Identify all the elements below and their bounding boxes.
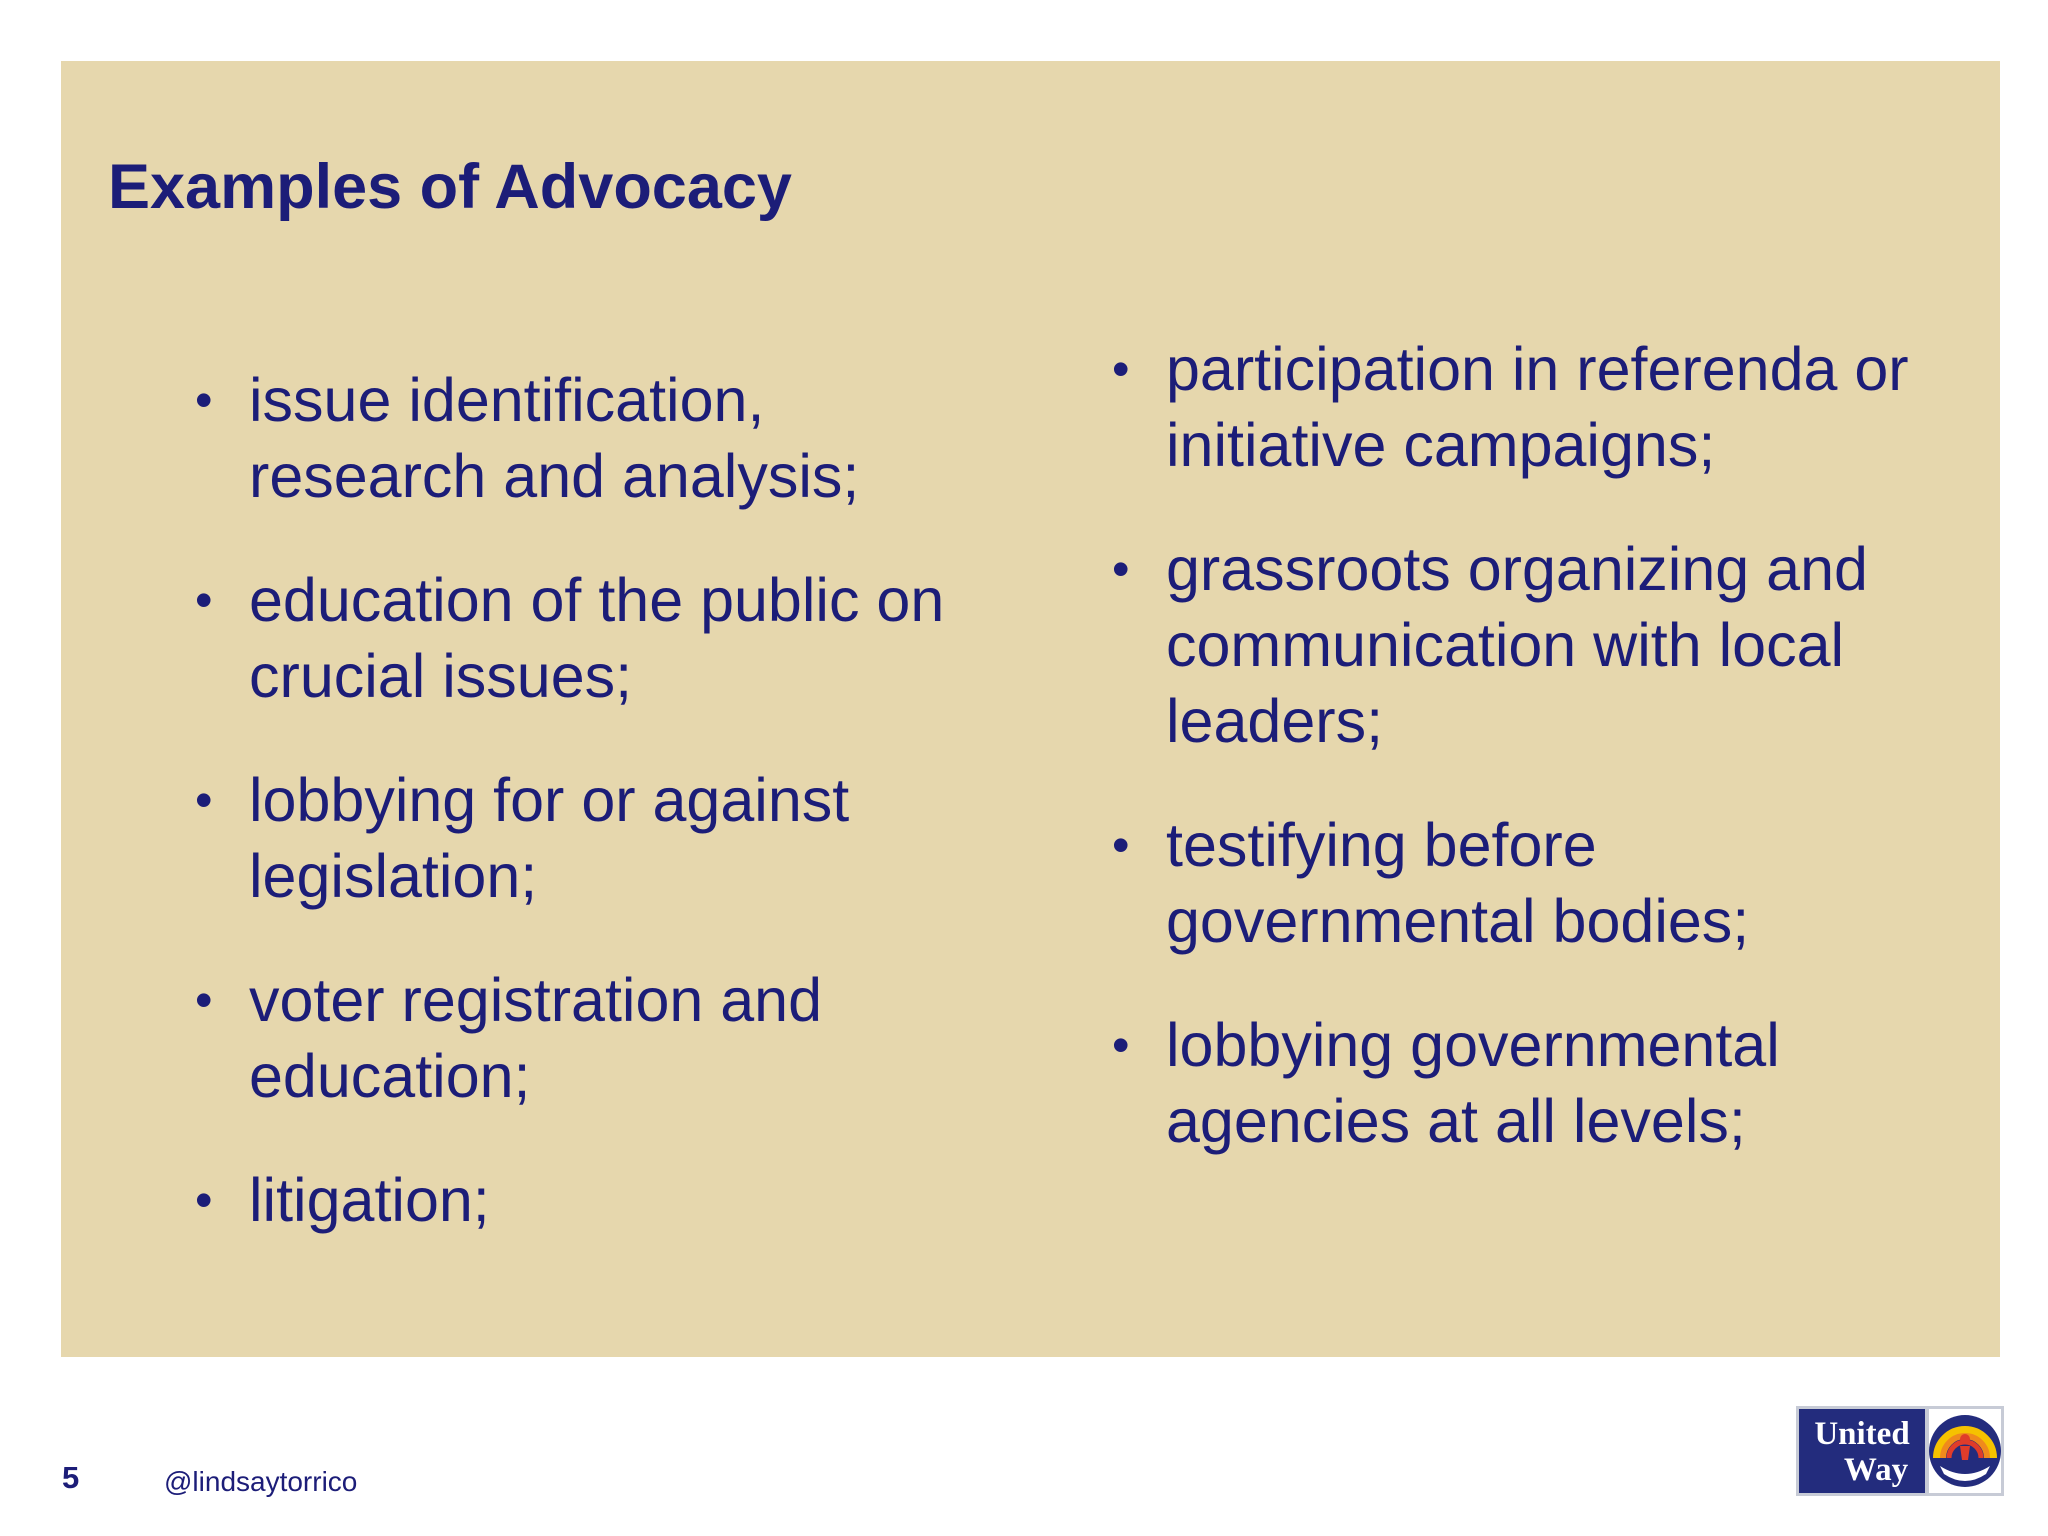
- logo-text-line1: United: [1814, 1416, 1910, 1452]
- united-way-logo: [1796, 1406, 2004, 1496]
- list-item-text: grassroots organizing and communication with local leaders;: [1166, 535, 1868, 755]
- list-item: [1112, 331, 1932, 483]
- list-item-text: lobbying for or against legislation;: [249, 766, 850, 910]
- logo-text-line2: Way: [1843, 1452, 1909, 1488]
- bullet-icon: •: [1112, 341, 1130, 397]
- list-item: [195, 1162, 955, 1238]
- left-bullet-list: [195, 362, 955, 1286]
- slide-title: Examples of Advocacy: [108, 152, 792, 222]
- bullet-icon: •: [195, 1172, 213, 1228]
- bullet-icon: •: [1112, 541, 1130, 597]
- bullet-icon: •: [195, 772, 213, 828]
- list-item: [195, 962, 955, 1114]
- list-item-text: testifying before governmental bodies;: [1166, 811, 1750, 955]
- list-item-text: education of the public on crucial issues;: [249, 566, 945, 710]
- list-item-text: participation in referenda or initiative campaigns;: [1166, 335, 1909, 479]
- list-item: [195, 562, 955, 714]
- list-item-text: issue identification, research and analysis;: [249, 366, 860, 510]
- list-item-text: litigation;: [249, 1166, 490, 1234]
- list-item: [1112, 807, 1932, 959]
- footer-handle: @lindsaytorrico: [164, 1466, 358, 1497]
- list-item-text: voter registration and education;: [249, 966, 823, 1110]
- list-item: [1112, 531, 1932, 759]
- bullet-icon: •: [195, 572, 213, 628]
- list-item-text: lobbying governmental agencies at all levels;: [1166, 1011, 1780, 1155]
- bullet-icon: •: [195, 972, 213, 1028]
- bullet-icon: •: [195, 372, 213, 428]
- bullet-icon: •: [1112, 1017, 1130, 1073]
- page-number: 5: [62, 1460, 80, 1495]
- bullet-icon: •: [1112, 817, 1130, 873]
- list-item: [1112, 1007, 1932, 1159]
- right-bullet-list: [1112, 331, 1932, 1207]
- united-way-hand-rainbow-icon: [1929, 1415, 2001, 1487]
- list-item: [195, 362, 955, 514]
- list-item: [195, 762, 955, 914]
